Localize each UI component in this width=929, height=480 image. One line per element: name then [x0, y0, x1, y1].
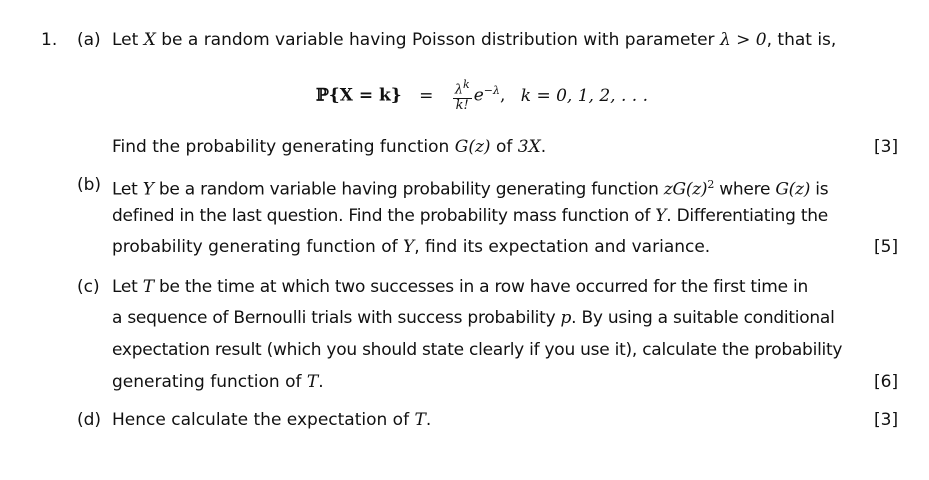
fraction-denominator: k! [453, 98, 472, 113]
formula-comma: , [499, 85, 506, 106]
part-b-line-1 [112, 174, 828, 201]
part-a-marks: [3] [874, 137, 899, 157]
math-Gz-ref: G(z) [775, 179, 811, 200]
formula-exp-base: e [473, 85, 484, 106]
math-Gz: G(z) [454, 137, 491, 157]
part-b-l1-text-4: is [810, 179, 829, 200]
numerator-exponent: k [463, 78, 470, 92]
part-c-label: (c) [77, 277, 100, 297]
part-b-l1-text-2: be a random variable having probability generating function [153, 179, 664, 200]
math-var-T-2: T [306, 372, 319, 392]
math-var-T: T [142, 277, 154, 297]
part-b-l2-text-2: . Differentiating the [666, 206, 828, 226]
part-b-label: (b) [77, 175, 102, 195]
poisson-pmf-formula [316, 76, 648, 113]
part-a-task [112, 136, 546, 158]
math-var-p: p [560, 308, 572, 328]
part-c-marks: [6] [874, 372, 899, 392]
fraction-numerator [453, 78, 472, 97]
part-a-intro-text-2: be a random variable having Poisson distribution with parameter [155, 30, 720, 50]
math-lambda-condition: λ > 0 [719, 30, 767, 50]
math-zGz2: zG(z) [663, 179, 708, 200]
part-a-task-text-1: Find the probability generating function [112, 137, 455, 157]
part-c-line-3: expectation result (which you should state clearly if you use it), calculate the probability [112, 340, 843, 360]
part-b-l1-text-3: where [714, 179, 776, 200]
part-c-line-2 [112, 307, 835, 329]
formula-exp-exponent: −λ [483, 84, 500, 97]
part-a-intro [112, 29, 836, 51]
part-c-l2-text-1: a sequence of Bernoulli trials with success probability [112, 308, 561, 328]
formula-fraction [453, 78, 472, 112]
part-c-l1-text-1: Let [112, 277, 143, 297]
part-a-label: (a) [77, 30, 101, 50]
part-b-l3-text-2: , find its expectation and variance. [414, 237, 711, 257]
part-b-line-3 [112, 236, 710, 258]
math-var-T-3: T [414, 410, 426, 430]
math-var-Y: Y [142, 179, 154, 200]
part-d-line-1 [112, 409, 431, 431]
part-a-intro-text-3: , that is, [766, 30, 837, 50]
formula-equals: = [419, 85, 434, 106]
part-d-label: (d) [77, 410, 102, 430]
part-c-l2-text-2: . By using a suitable conditional [571, 308, 835, 328]
formula-lhs: ℙ{X = k} [316, 85, 402, 106]
part-a-task-text-3: . [540, 137, 547, 157]
part-c-l4-text-1: generating function of [112, 372, 307, 392]
math-var-X: X [143, 30, 156, 50]
question-number: 1. [41, 30, 58, 50]
part-d-marks: [3] [874, 410, 899, 430]
math-3X: 3X [517, 137, 541, 157]
part-c-line-1 [112, 276, 808, 298]
formula-domain: k = 0, 1, 2, . . . [520, 85, 649, 106]
math-zGz2-exponent: 2 [707, 178, 715, 191]
part-b-marks: [5] [874, 237, 899, 257]
part-a-intro-text-1: Let [112, 30, 144, 50]
part-c-line-4 [112, 371, 324, 393]
part-d-l1-text-2: . [425, 410, 432, 430]
part-a-task-text-2: of [490, 137, 518, 157]
part-d-l1-text-1: Hence calculate the expectation of [112, 410, 415, 430]
numerator-lambda: λ [454, 82, 464, 98]
math-var-Y-3: Y [403, 237, 415, 257]
math-var-Y-2: Y [655, 206, 667, 226]
part-b-line-2 [112, 205, 828, 227]
part-c-l1-text-2: be the time at which two successes in a row have occurred for the first time in [153, 277, 808, 297]
part-b-l2-text-1: defined in the last question. Find the probability mass function of [112, 206, 656, 226]
part-b-l3-text-1: probability generating function of [112, 237, 403, 257]
part-c-l4-text-2: . [318, 372, 324, 392]
part-b-l1-text-1: Let [112, 179, 143, 200]
